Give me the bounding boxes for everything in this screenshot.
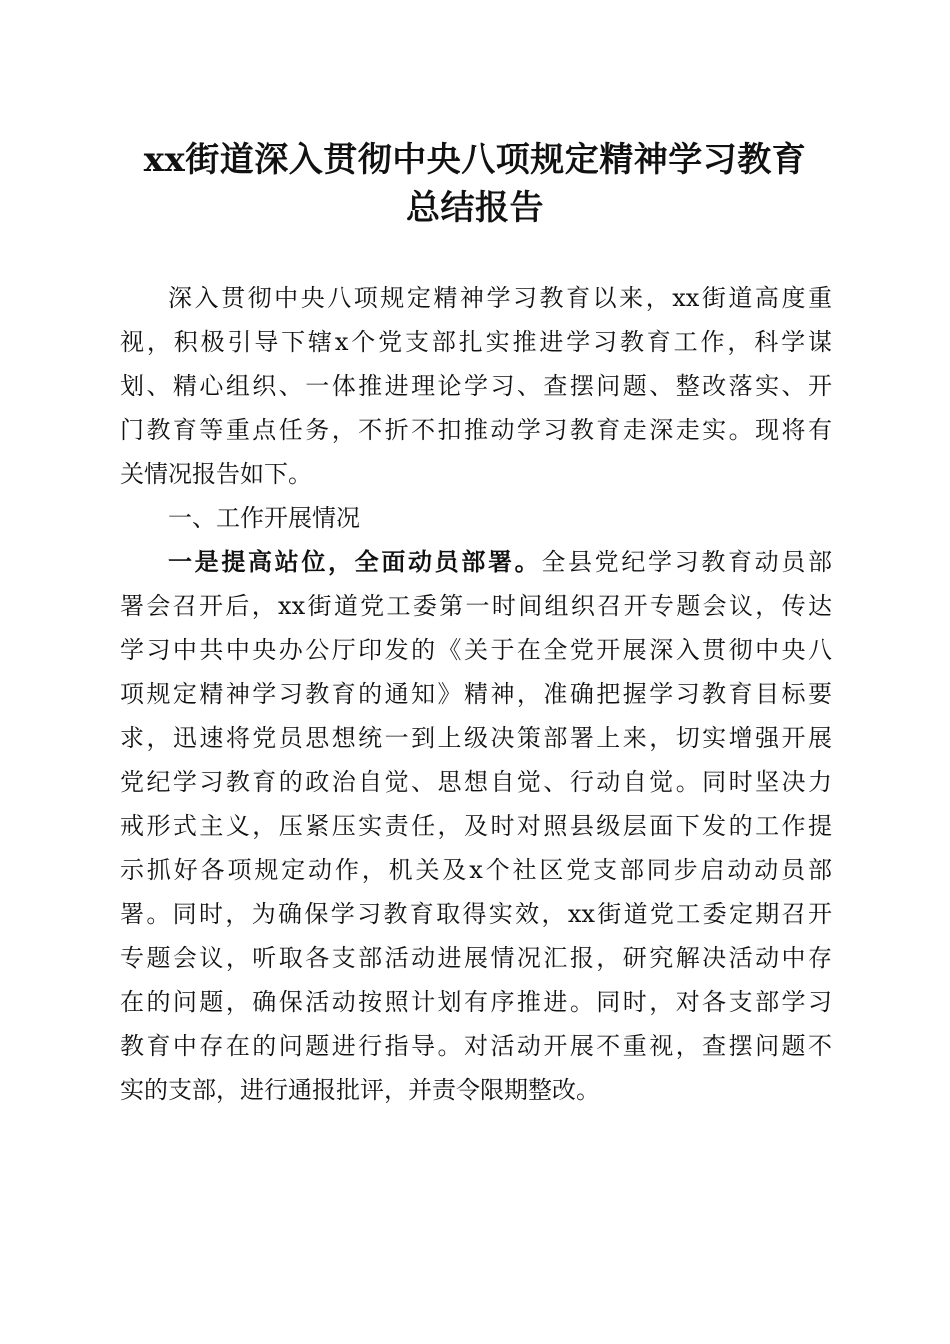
section1-line: 实的支部，进行通报批评，并责令限期整改。 xyxy=(120,1076,600,1104)
intro-line: 门教育等重点任务，不折不扣推动学习教育走深走实。现将有 xyxy=(120,416,832,444)
section1-line: 在的问题，确保活动按照计划有序推进。同时，对各支部学习 xyxy=(120,988,832,1016)
section1-line: 教育中存在的问题进行指导。对活动开展不重视，查摆问题不 xyxy=(120,1032,832,1060)
section-heading: 一、工作开展情况 xyxy=(168,504,360,532)
section1-line: 署会召开后，xx街道党工委第一时间组织召开专题会议，传达 xyxy=(120,592,832,620)
section1-line: 党纪学习教育的政治自觉、思想自觉、行动自觉。同时坚决力 xyxy=(120,768,832,796)
section1-line: 学习中共中央办公厅印发的《关于在全党开展深入贯彻中央八 xyxy=(120,636,832,664)
section1-line: 示抓好各项规定动作，机关及x个社区党支部同步启动动员部 xyxy=(120,856,832,884)
section1-paragraph xyxy=(120,540,832,1112)
intro-line: 深入贯彻中央八项规定精神学习教育以来，xx街道高度重 xyxy=(168,284,832,312)
section1-first-line xyxy=(120,540,832,584)
section1-line: 戒形式主义，压紧压实责任，及时对照县级层面下发的工作提 xyxy=(120,812,832,840)
intro-line: 视，积极引导下辖x个党支部扎实推进学习教育工作，科学谋 xyxy=(120,328,832,356)
section1-line: 署。同时，为确保学习教育取得实效，xx街道党工委定期召开 xyxy=(120,900,832,928)
document-title xyxy=(100,136,850,232)
section1-line: 专题会议，听取各支部活动进展情况汇报，研究解决活动中存 xyxy=(120,944,832,972)
section1-lead: 一是提高站位，全面动员部署。 xyxy=(168,547,542,576)
section1-line: 项规定精神学习教育的通知》精神，准确把握学习教育目标要 xyxy=(120,680,832,708)
section1-line: 求，迅速将党员思想统一到上级决策部署上来，切实增强开展 xyxy=(120,724,832,752)
document-body xyxy=(120,276,832,1112)
intro-paragraph xyxy=(120,276,832,496)
title-line-1: xx街道深入贯彻中央八项规定精神学习教育 xyxy=(143,140,807,180)
intro-line: 划、精心组织、一体推进理论学习、查摆问题、整改落实、开 xyxy=(120,372,832,400)
title-line-2: 总结报告 xyxy=(406,188,544,228)
section1-first-line-rest: 全县党纪学习教育动员部 xyxy=(541,548,833,576)
intro-line: 关情况报告如下。 xyxy=(120,460,312,488)
